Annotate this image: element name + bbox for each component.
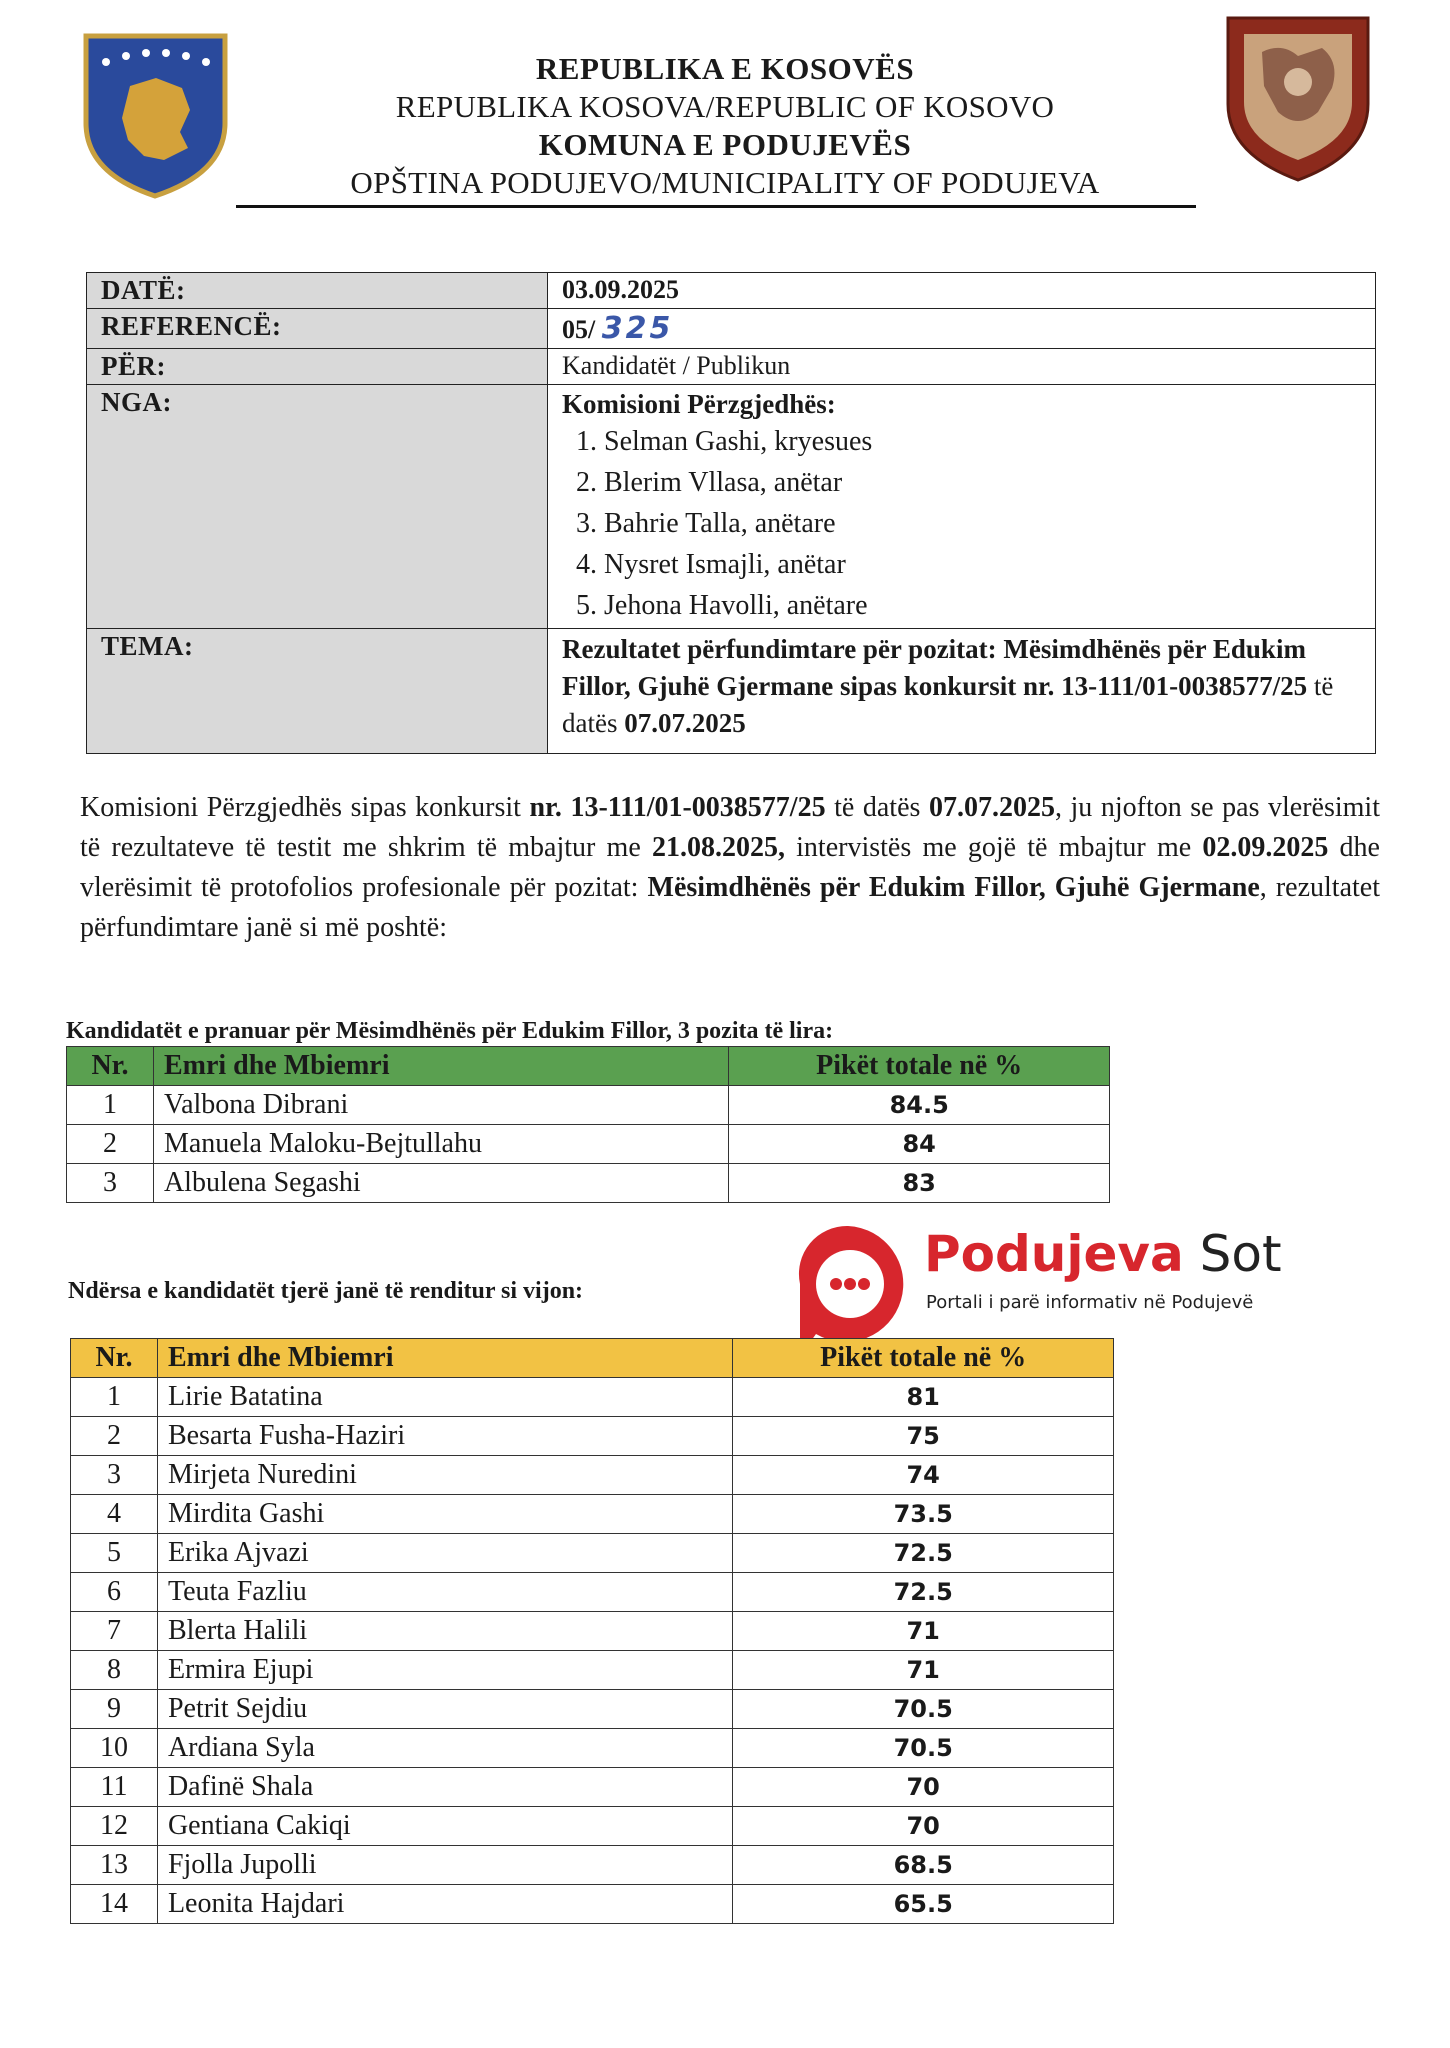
row-number: 2 bbox=[67, 1125, 154, 1164]
topic-text-bold: Rezultatet përfundimtare për pozitat: Mësimdhënës për Edukim Fillor, Gjuhë Gjermane sipas konkursit nr. 13-111/01-0038577/25 bbox=[562, 634, 1308, 701]
table-row bbox=[71, 1573, 1114, 1612]
memo-row-topic bbox=[87, 629, 1376, 754]
para-text: të datës bbox=[825, 792, 929, 823]
row-number: 4 bbox=[71, 1495, 158, 1534]
reference-value bbox=[548, 309, 1376, 349]
candidate-name: Dafinë Shala bbox=[157, 1768, 732, 1807]
row-number: 10 bbox=[71, 1729, 158, 1768]
row-number: 7 bbox=[71, 1612, 158, 1651]
column-header-name: Emri dhe Mbiemri bbox=[157, 1339, 732, 1378]
candidate-points: 84 bbox=[729, 1125, 1110, 1164]
table-row bbox=[71, 1807, 1114, 1846]
table-row bbox=[71, 1729, 1114, 1768]
date-label: DATË: bbox=[87, 273, 548, 309]
column-header-name: Emri dhe Mbiemri bbox=[153, 1047, 728, 1086]
table-row bbox=[71, 1378, 1114, 1417]
row-number: 14 bbox=[71, 1885, 158, 1924]
other-candidates-table bbox=[70, 1338, 1114, 1924]
row-number: 5 bbox=[71, 1534, 158, 1573]
table-row bbox=[71, 1495, 1114, 1534]
candidate-name: Mirdita Gashi bbox=[157, 1495, 732, 1534]
reference-prefix: 05/ bbox=[562, 315, 596, 344]
topic-text: të datës bbox=[562, 671, 1334, 738]
row-number: 9 bbox=[71, 1690, 158, 1729]
date-value: 03.09.2025 bbox=[548, 273, 1376, 309]
watermark-brand-regular: Sot bbox=[1183, 1225, 1282, 1283]
memo-row-date bbox=[87, 273, 1376, 309]
candidate-points: 83 bbox=[729, 1164, 1110, 1203]
reference-handwritten-number: 325 bbox=[601, 311, 674, 346]
candidate-points: 72.5 bbox=[733, 1534, 1114, 1573]
table-row bbox=[71, 1417, 1114, 1456]
para-text: dhe vlerësimit të protofolios profesionale për pozitat: bbox=[80, 832, 1380, 903]
candidate-points: 74 bbox=[733, 1456, 1114, 1495]
candidate-name: Besarta Fusha-Haziri bbox=[157, 1417, 732, 1456]
topic-date: 07.07.2025 bbox=[624, 708, 746, 738]
para-text: intervistës me gojë të mbajtur me bbox=[784, 832, 1203, 863]
row-number: 13 bbox=[71, 1846, 158, 1885]
header-republic-al: REPUBLIKA E KOSOVËS bbox=[535, 51, 915, 86]
memo-row-reference bbox=[87, 309, 1376, 349]
row-number: 1 bbox=[71, 1378, 158, 1417]
header-republic-sr-en: REPUBLIKA KOSOVA/REPUBLIC OF KOSOVO bbox=[395, 89, 1055, 124]
column-header-points: Pikët totale në % bbox=[733, 1339, 1114, 1378]
candidate-name: Teuta Fazliu bbox=[157, 1573, 732, 1612]
candidate-name: Petrit Sejdiu bbox=[157, 1690, 732, 1729]
committee-member: 3. Bahrie Talla, anëtare bbox=[576, 508, 836, 539]
watermark-brand-bold: Podujeva bbox=[924, 1225, 1184, 1283]
candidate-name: Gentiana Cakiqi bbox=[157, 1807, 732, 1846]
table-row bbox=[67, 1125, 1110, 1164]
topic-value bbox=[548, 629, 1376, 754]
para-position-title: Mësimdhënës për Edukim Fillor, Gjuhë Gjermane bbox=[647, 872, 1260, 903]
committee-member: 4. Nysret Ismajli, anëtar bbox=[576, 549, 846, 580]
candidate-points: 81 bbox=[733, 1378, 1114, 1417]
watermark-brand bbox=[924, 1226, 1282, 1282]
column-header-points: Pikët totale në % bbox=[729, 1047, 1110, 1086]
candidate-name: Leonita Hajdari bbox=[157, 1885, 732, 1924]
committee-member: 1. Selman Gashi, kryesues bbox=[576, 426, 873, 457]
column-header-nr: Nr. bbox=[71, 1339, 158, 1378]
kosovo-coat-of-arms-icon bbox=[78, 28, 233, 200]
candidate-name: Fjolla Jupolli bbox=[157, 1846, 732, 1885]
para-interview-date: 02.09.2025 bbox=[1202, 832, 1329, 863]
table-row bbox=[67, 1086, 1110, 1125]
candidate-name: Albulena Segashi bbox=[153, 1164, 728, 1203]
table-row bbox=[67, 1164, 1110, 1203]
candidate-points: 71 bbox=[733, 1651, 1114, 1690]
committee-member: 5. Jehona Havolli, anëtare bbox=[576, 590, 868, 621]
reference-label: REFERENCË: bbox=[87, 309, 548, 349]
candidate-points: 70.5 bbox=[733, 1729, 1114, 1768]
table-row bbox=[71, 1612, 1114, 1651]
candidate-name: Manuela Maloku-Bejtullahu bbox=[153, 1125, 728, 1164]
row-number: 12 bbox=[71, 1807, 158, 1846]
candidate-points: 73.5 bbox=[733, 1495, 1114, 1534]
row-number: 1 bbox=[67, 1086, 154, 1125]
table-row bbox=[71, 1534, 1114, 1573]
announcement-paragraph bbox=[80, 788, 1380, 948]
from-value bbox=[548, 385, 1376, 629]
from-label: NGA: bbox=[87, 385, 548, 629]
table-row bbox=[71, 1456, 1114, 1495]
watermark-tagline: Portali i parë informativ në Podujevë bbox=[926, 1292, 1254, 1313]
topic-label: TEMA: bbox=[87, 629, 548, 754]
header-municipality-sr-en: OPŠTINA PODUJEVO/MUNICIPALITY OF PODUJEVA bbox=[350, 165, 1100, 200]
candidate-name: Valbona Dibrani bbox=[153, 1086, 728, 1125]
candidate-points: 70 bbox=[733, 1768, 1114, 1807]
candidate-name: Lirie Batatina bbox=[157, 1378, 732, 1417]
candidate-points: 70 bbox=[733, 1807, 1114, 1846]
memo-row-from bbox=[87, 385, 1376, 629]
podujeva-coat-of-arms-icon bbox=[1222, 12, 1374, 184]
candidate-points: 65.5 bbox=[733, 1885, 1114, 1924]
accepted-candidates-table bbox=[66, 1046, 1110, 1203]
header-divider bbox=[236, 205, 1196, 208]
others-caption: Ndërsa e kandidatët tjerë janë të renditur si vijon: bbox=[68, 1278, 584, 1304]
row-number: 3 bbox=[71, 1456, 158, 1495]
table-row bbox=[71, 1651, 1114, 1690]
committee-heading: Komisioni Përzgjedhës: bbox=[562, 389, 836, 419]
candidate-points: 72.5 bbox=[733, 1573, 1114, 1612]
para-competition-date: 07.07.2025 bbox=[928, 792, 1055, 823]
para-written-test-date: 21.08.2025, bbox=[651, 832, 785, 863]
table-row bbox=[71, 1768, 1114, 1807]
committee-member: 2. Blerim Vllasa, anëtar bbox=[576, 467, 843, 498]
para-text: , rezultatet përfundimtare janë si më poshtë: bbox=[80, 872, 1381, 943]
memo-row-to bbox=[87, 349, 1376, 385]
table-header-row bbox=[71, 1339, 1114, 1378]
accepted-caption: Kandidatët e pranuar për Mësimdhënës për Edukim Fillor, 3 pozita të lira: bbox=[66, 1018, 834, 1044]
candidate-points: 68.5 bbox=[733, 1846, 1114, 1885]
candidate-points: 70.5 bbox=[733, 1690, 1114, 1729]
letterhead bbox=[230, 50, 1220, 202]
table-row bbox=[71, 1846, 1114, 1885]
header-municipality-al: KOMUNA E PODUJEVËS bbox=[538, 127, 912, 162]
para-competition-number: nr. 13-111/01-0038577/25 bbox=[529, 792, 826, 823]
candidate-points: 71 bbox=[733, 1612, 1114, 1651]
candidate-points: 84.5 bbox=[729, 1086, 1110, 1125]
table-row bbox=[71, 1690, 1114, 1729]
candidate-name: Erika Ajvazi bbox=[157, 1534, 732, 1573]
row-number: 6 bbox=[71, 1573, 158, 1612]
candidate-points: 75 bbox=[733, 1417, 1114, 1456]
table-header-row bbox=[67, 1047, 1110, 1086]
table-row bbox=[71, 1885, 1114, 1924]
column-header-nr: Nr. bbox=[67, 1047, 154, 1086]
candidate-name: Ermira Ejupi bbox=[157, 1651, 732, 1690]
to-label: PËR: bbox=[87, 349, 548, 385]
to-value: Kandidatët / Publikun bbox=[548, 349, 1376, 385]
row-number: 8 bbox=[71, 1651, 158, 1690]
candidate-name: Mirjeta Nuredini bbox=[157, 1456, 732, 1495]
para-text: Komisioni Përzgjedhës sipas konkursit bbox=[80, 792, 530, 823]
row-number: 11 bbox=[71, 1768, 158, 1807]
row-number: 3 bbox=[67, 1164, 154, 1203]
memo-table bbox=[86, 272, 1376, 754]
para-text: , ju njofton se pas vlerësimit të rezultateve të testit me shkrim të mbajtur me bbox=[80, 792, 1380, 863]
row-number: 2 bbox=[71, 1417, 158, 1456]
candidate-name: Blerta Halili bbox=[157, 1612, 732, 1651]
candidate-name: Ardiana Syla bbox=[157, 1729, 732, 1768]
